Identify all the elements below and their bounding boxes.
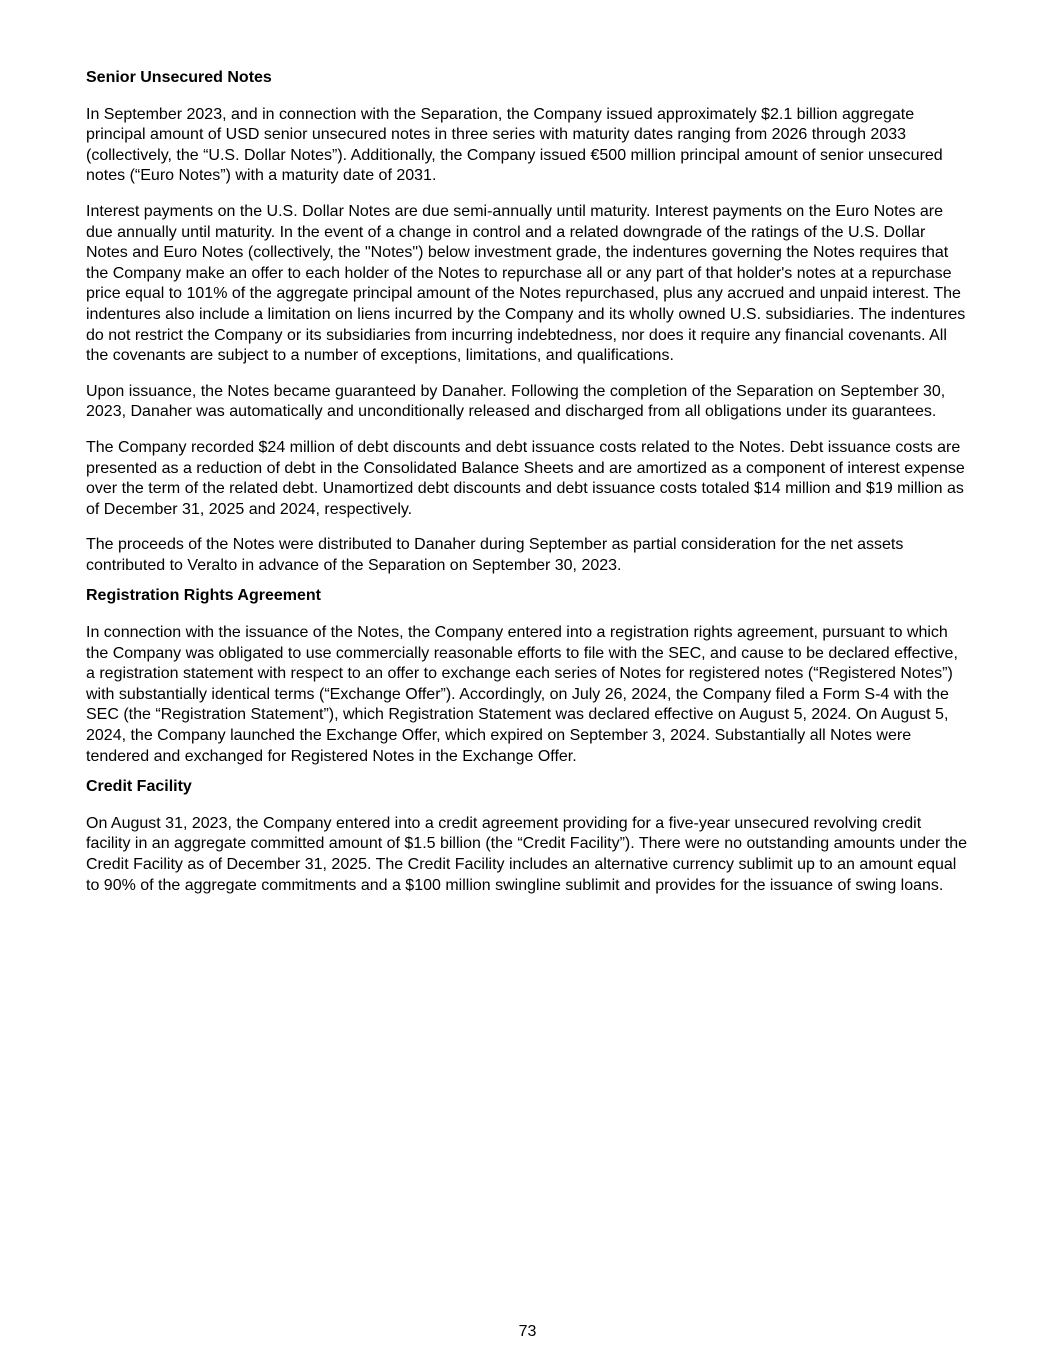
- section-heading-credit-facility: Credit Facility: [86, 778, 192, 796]
- paragraph-guarantee: Upon issuance, the Notes became guaranteed by Danaher. Following the completion of the Separation on September 30, 2023, Danaher was automatically and unconditionally released and discharged from all obligations under its guarantees.: [86, 382, 946, 421]
- paragraph-debt-discounts: The Company recorded $24 million of debt discounts and debt issuance costs related to the Notes. Debt issuance costs are presented as a reduction of debt in the Consolidated Balance Sheets and are amortized as a component of interest expense over the term of the related debt. Unamortized debt discounts and debt issuance costs totaled $14 million and $19 million as of December 31, 2025 and 2024, respectively.: [86, 438, 965, 518]
- page-number: 73: [518, 1323, 537, 1340]
- paragraph-registration-rights: In connection with the issuance of the Notes, the Company entered into a registration rights agreement, pursuant to which the Company was obligated to use commercially reasonable efforts to file with the SEC, and cause to be declared effective, a registration statement with respect to an offer to exchange each series of Notes for registered notes (“Registered Notes”) with substantially identical terms (“Exchange Offer”). Accordingly, on July 26, 2024, the Company filed a Form S-4 with the SEC (the “Registration Statement”), which Registration Statement was declared effective on August 5, 2024. On August 5, 2024, the Company launched the Exchange Offer, which expired on September 3, 2024. Substantially all Notes were tendered and exchanged for Registered Notes in the Exchange Offer.: [86, 624, 958, 765]
- section-heading-senior-unsecured-notes: Senior Unsecured Notes: [86, 69, 272, 86]
- paragraph-credit-facility: On August 31, 2023, the Company entered into a credit agreement providing for a five-year unsecured revolving credit facility in an aggregate committed amount of $1.5 billion (the “Credit Facility”). There were no outstanding amounts under the Credit Facility as of December 31, 2025. The Credit Facility includes an alternative currency sublimit up to an amount equal to 90% of the aggregate commitments and a $100 million swingline sublimit and provides for the issuance of swing loans.: [86, 814, 968, 894]
- paragraph-proceeds: The proceeds of the Notes were distributed to Danaher during September as partial consideration for the net assets contributed to Veralto in advance of the Separation on September 30, 2023.: [86, 536, 904, 574]
- section-heading-registration-rights: Registration Rights Agreement: [86, 587, 321, 605]
- document-body: [86, 68, 970, 911]
- paragraph-notes-issuance: In September 2023, and in connection with the Separation, the Company issued approximately $2.1 billion aggregate principal amount of USD senior unsecured notes in three series with maturity dates ranging from 2026 through 2033 (collectively, the “U.S. Dollar Notes”). Additionally, the Company issued €500 million principal amount of senior unsecured notes (“Euro Notes”) with a maturity date of 2031.: [86, 105, 943, 185]
- paragraph-interest-payments: Interest payments on the U.S. Dollar Notes are due semi-annually until maturity. Interest payments on the Euro Notes are due annually until maturity. In the event of a change in control and a related downgrade of the ratings of the U.S. Dollar Notes and Euro Notes (collectively, the "Notes") below investment grade, the indentures governing the Notes requires that the Company make an offer to each holder of the Notes to repurchase all or any part of that holder's notes at a repurchase price equal to 101% of the aggregate principal amount of the Notes repurchased, plus any accrued and unpaid interest. The indentures also include a limitation on liens incurred by the Company and its wholly owned U.S. subsidiaries. The indentures do not restrict the Company or its subsidiaries from incurring indebtedness, nor does it require any financial covenants. All the covenants are subject to a number of exceptions, limitations, and qualifications.: [86, 202, 966, 365]
